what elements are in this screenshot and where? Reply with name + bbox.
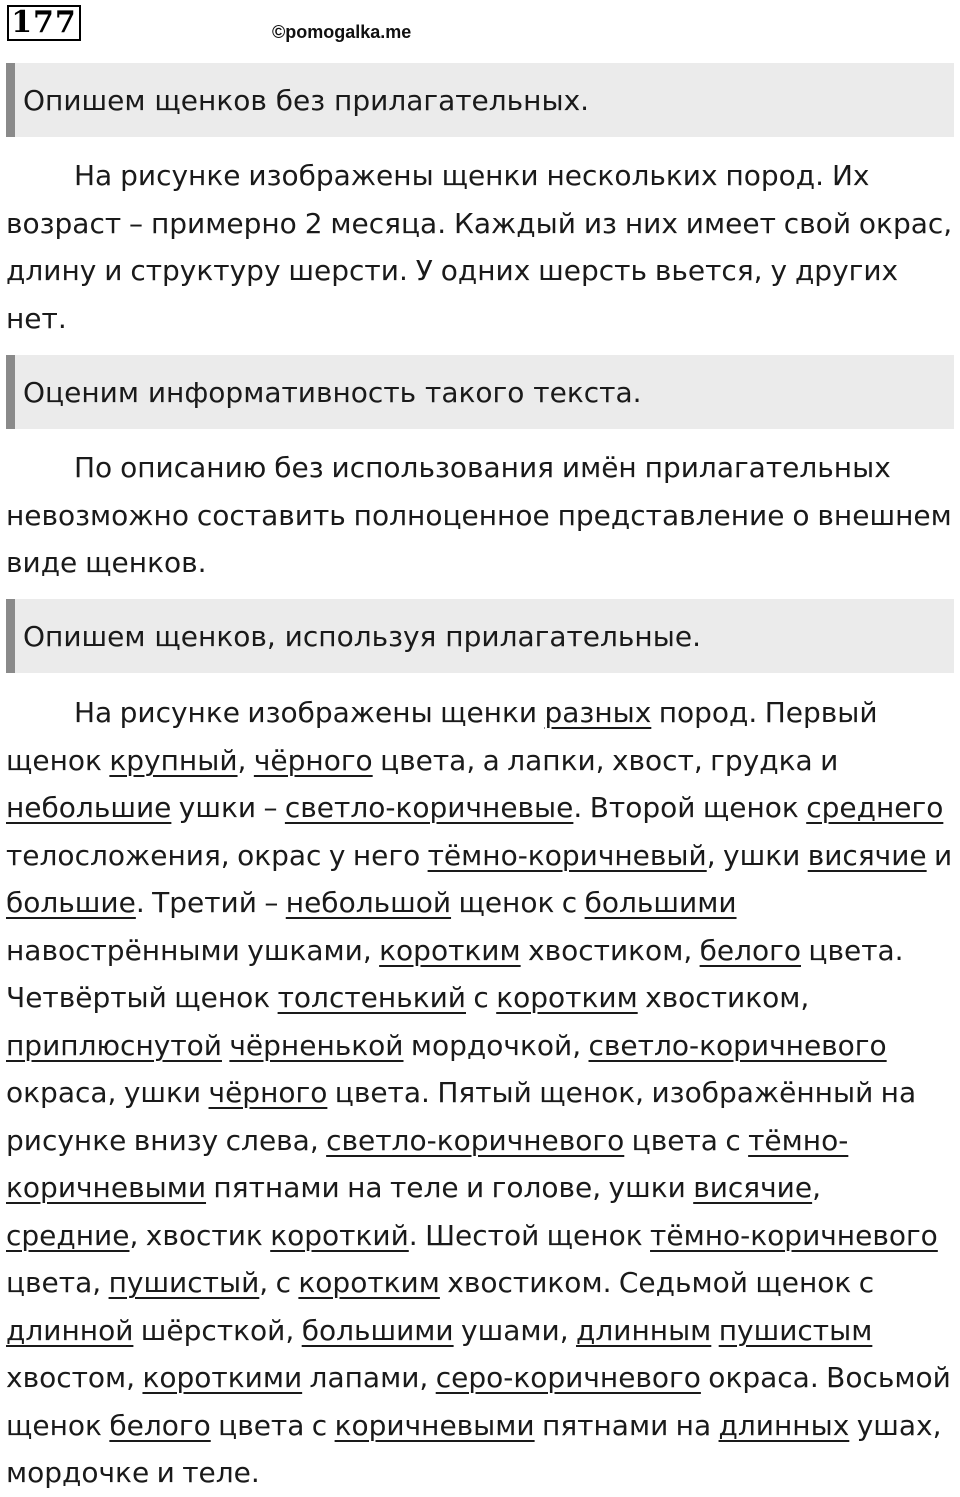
underlined-adjective: тёмно-коричневого <box>650 1218 938 1252</box>
underlined-adjective: большими <box>584 886 737 919</box>
text-segment: шёрсткой, <box>133 1313 302 1347</box>
underlined-adjective: короткими <box>142 1361 303 1394</box>
text-segment: цвета, <box>6 1266 109 1299</box>
text-segment: телосложения, окрас у него <box>6 838 428 872</box>
text-segment <box>711 1314 718 1347</box>
underlined-adjective: средние <box>6 1218 130 1252</box>
text-segment: . Шестой щенок <box>408 1218 651 1252</box>
text-segment: пятнами на <box>534 1408 719 1442</box>
text-segment: . Третий – <box>135 886 286 919</box>
text-segment: навострёнными ушками, <box>6 933 380 967</box>
text-segment: цвета с <box>210 1408 335 1442</box>
underlined-adjective: коротким <box>496 981 638 1014</box>
underlined-adjective: серо-коричневого <box>435 1361 701 1394</box>
text-segment: ушах, мордочке и теле. <box>6 1408 942 1489</box>
text-segment: , ушки <box>706 838 808 872</box>
underlined-adjective: большие <box>6 886 136 919</box>
text-segment: мордочкой, <box>403 1028 589 1062</box>
underlined-adjective: тёмно-коричневыми <box>6 1123 849 1204</box>
underlined-adjective: белого <box>109 1408 211 1442</box>
section-heading-3 <box>6 599 954 673</box>
underlined-adjective: пушистый <box>108 1266 260 1299</box>
text-segment: лапами, <box>302 1361 436 1394</box>
underlined-adjective: приплюснутой <box>6 1028 222 1062</box>
text-segment: окраса. Восьмой щенок <box>6 1361 951 1442</box>
section-heading-1 <box>6 63 954 137</box>
text-segment: , <box>237 743 254 777</box>
section-heading-text: Опишем щенков, используя прилагательные. <box>23 619 701 653</box>
section-heading-text: Опишем щенков без прилагательных. <box>23 83 590 117</box>
underlined-adjective: светло-коричневого <box>326 1123 625 1157</box>
text-segment: . Второй щенок <box>573 791 807 824</box>
text-segment: цвета. Четвёртый щенок <box>6 933 904 1014</box>
section-heading-2 <box>6 355 954 429</box>
text-segment: , с <box>259 1266 299 1299</box>
underlined-adjective: короткий <box>270 1218 409 1252</box>
underlined-adjective: крупный <box>109 743 238 777</box>
text-segment: , <box>812 1171 822 1204</box>
underlined-adjective: длинных <box>718 1408 850 1442</box>
watermark: ©pomogalka.me <box>272 22 412 42</box>
text-segment: хвостиком, <box>520 933 700 967</box>
underlined-adjective: тёмно-коричневый <box>427 838 707 872</box>
underlined-adjective: чёрного <box>253 743 373 777</box>
text-segment: ушки – <box>171 791 285 824</box>
underlined-adjective: длинной <box>6 1313 134 1347</box>
text-segment: цвета. Пятый щенок, изображённый на рисунке внизу слева, <box>6 1076 917 1157</box>
underlined-adjective: среднего <box>806 791 944 824</box>
paragraph-3-with-adjectives <box>6 689 954 1497</box>
text-segment: хвостиком, <box>637 981 810 1014</box>
underlined-adjective: коричневыми <box>334 1408 535 1442</box>
underlined-adjective: коротким <box>379 933 521 967</box>
text-segment: окраса, ушки <box>6 1076 209 1109</box>
underlined-adjective: пушистым <box>718 1313 873 1347</box>
underlined-adjective: длинным <box>576 1313 712 1347</box>
text-segment: , хвостик <box>129 1218 271 1252</box>
paragraph-2: По описанию без использования имён прилагательных невозможно составить полноценное представление о внешнем виде щенков. <box>6 451 952 579</box>
underlined-adjective: разных <box>544 696 652 729</box>
underlined-adjective: коротким <box>298 1266 440 1299</box>
text-segment: с <box>466 981 497 1014</box>
underlined-adjective: небольшой <box>285 886 452 919</box>
underlined-adjective: небольшие <box>6 791 172 824</box>
underlined-adjective: толстенький <box>277 981 466 1014</box>
paragraph-1: На рисунке изображены щенки нескольких пород. Их возраст – примерно 2 месяца. Каждый из них имеет свой окрас, длину и структуру шерсти. У одних шерсть вьется, у других нет. <box>6 159 953 335</box>
underlined-adjective: чёрного <box>208 1076 328 1109</box>
underlined-adjective: белого <box>699 933 801 967</box>
underlined-adjective: светло-коричневого <box>588 1028 887 1062</box>
section-heading-text: Оценим информативность такого текста. <box>23 375 642 409</box>
task-number-box: 177 <box>7 5 81 41</box>
text-segment: цвета с <box>624 1123 749 1157</box>
text-segment: хвостом, <box>6 1361 143 1394</box>
text-segment: щенок с <box>451 886 585 919</box>
text-segment: цвета, а лапки, хвост, грудка и <box>372 743 839 777</box>
underlined-adjective: чёрненькой <box>229 1028 404 1062</box>
underlined-adjective: висячие <box>693 1171 813 1204</box>
text-segment: ушами, <box>453 1313 576 1347</box>
text-segment: пятнами на теле и голове, ушки <box>206 1171 694 1204</box>
text-segment: и <box>926 838 953 872</box>
underlined-adjective: светло-коричневые <box>284 791 574 824</box>
underlined-adjective: висячие <box>807 838 927 872</box>
text-segment: пород. Первый щенок <box>6 696 878 777</box>
underlined-adjective: большими <box>301 1313 454 1347</box>
text-segment: На рисунке изображены щенки <box>74 696 545 729</box>
text-segment: хвостиком. Седьмой щенок с <box>439 1266 875 1299</box>
